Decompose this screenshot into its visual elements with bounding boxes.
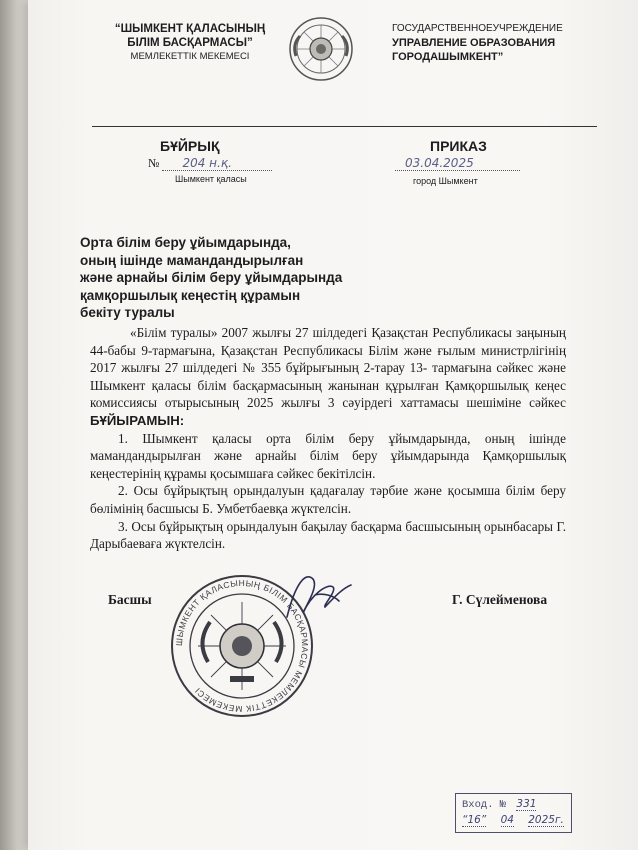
body-item-3: 3. Осы бұйрықтың орындалуын бақылау басқарма басшысының орынбасары Г. Дарыбаеваға жүктелсін. bbox=[90, 518, 566, 552]
subject-line3: және арнайы білім беру ұйымдарында bbox=[80, 270, 343, 285]
signatory-position: Басшы bbox=[108, 592, 152, 607]
stamp-label: Вход. № bbox=[462, 799, 507, 811]
header-left-line1: “ШЫМКЕНТ ҚАЛАСЫНЫҢ bbox=[114, 23, 266, 35]
body-intro-text: «Білім туралы» 2007 жылғы 27 шілдедегі Қазақстан Республикасы заңының 44-бабы 9-тармағына, Қазақстан Республикасы Білім және ғылым министрлігінің 2017 жылғы 27 шілдедегі № 355 бұйрығының 2-тарау 13- тармағына сәйкес және Шымкент қаласы білім басқармасының жанынан құрылған Қамқоршылық кеңес комиссиясы отырысының 2025 жылғы 3 сәуірдегі хаттамасы шешіміне сәйкес bbox=[90, 325, 566, 411]
header-org-kz bbox=[100, 22, 280, 64]
stamp-row-2 bbox=[462, 813, 565, 829]
header-right-line2: УПРАВЛЕНИЕ ОБРАЗОВАНИЯ bbox=[392, 37, 556, 49]
order-word: БҰЙЫРАМЫН: bbox=[90, 412, 185, 428]
incoming-registration-stamp bbox=[455, 793, 572, 833]
handwritten-signature-icon bbox=[275, 565, 355, 625]
order-subject bbox=[80, 234, 380, 322]
body-item-2: 2. Осы бұйрықтың орындалуын қадағалау тәрбие және қосымша білім беру бөлімінің басшысы Б. Умбетбаевқа жүктелсін. bbox=[90, 483, 566, 516]
seal-ring-text: ШЫМКЕНТ ҚАЛАСЫНЫҢ БІЛІМ БАСҚАРМАСЫ МЕМЛЕКЕТТІК МЕКЕМЕСІ bbox=[173, 577, 311, 715]
state-emblem-icon bbox=[288, 16, 354, 82]
header-org-ru bbox=[392, 22, 592, 64]
order-number-line bbox=[148, 156, 272, 171]
subject-line4: қамқоршылық кеңестің құрамын bbox=[80, 287, 301, 303]
subject-line5: бекіту туралы bbox=[80, 305, 175, 320]
header-divider bbox=[92, 126, 597, 127]
stamp-number: 331 bbox=[516, 798, 537, 810]
order-number: 204 н.қ. bbox=[162, 156, 272, 171]
subject-line2: оның ішінде мамандандырылған bbox=[80, 252, 304, 268]
order-date-line bbox=[395, 156, 520, 171]
desk-background bbox=[0, 0, 28, 850]
subject-line1: Орта білім беру ұйымдарында, bbox=[80, 235, 291, 250]
body-item-1: 1. Шымкент қаласы орта білім беру ұйымдарында, оның ішінде мамандандырылған және арнайы білім беру ұйымдарында Қамқоршылық кеңестерінің құрамы қосымшаға сәйкес бекітілсін. bbox=[90, 430, 566, 481]
order-date: 03.04.2025 bbox=[395, 156, 520, 171]
body-intro bbox=[90, 324, 566, 430]
header-left-line2: БІЛІМ БАСҚАРМАСЫ” bbox=[127, 37, 253, 49]
signatory-name: Г. Сүлейменова bbox=[452, 592, 548, 607]
stamp-row-1 bbox=[462, 797, 565, 813]
stamp-year: 2025г. bbox=[528, 814, 564, 826]
city-kz: Шымкент қаласы bbox=[175, 174, 247, 184]
city-ru: город Шымкент bbox=[413, 176, 478, 186]
header-right-line3: ГОРОДАШЫМКЕНТ” bbox=[392, 51, 504, 63]
number-sign: № bbox=[148, 156, 160, 170]
header-right-line1: ГОСУДАРСТВЕННОЕУЧРЕЖДЕНИЕ bbox=[392, 23, 563, 34]
stamp-month: 04 bbox=[500, 814, 514, 826]
order-body bbox=[90, 324, 566, 553]
header-left-line3: МЕМЛЕКЕТТІК МЕКЕМЕСІ bbox=[130, 51, 250, 62]
order-title-ru: ПРИКАЗ bbox=[430, 138, 487, 154]
stamp-day: “16” bbox=[462, 814, 487, 826]
order-title-kz: БҰЙРЫҚ bbox=[160, 138, 220, 154]
